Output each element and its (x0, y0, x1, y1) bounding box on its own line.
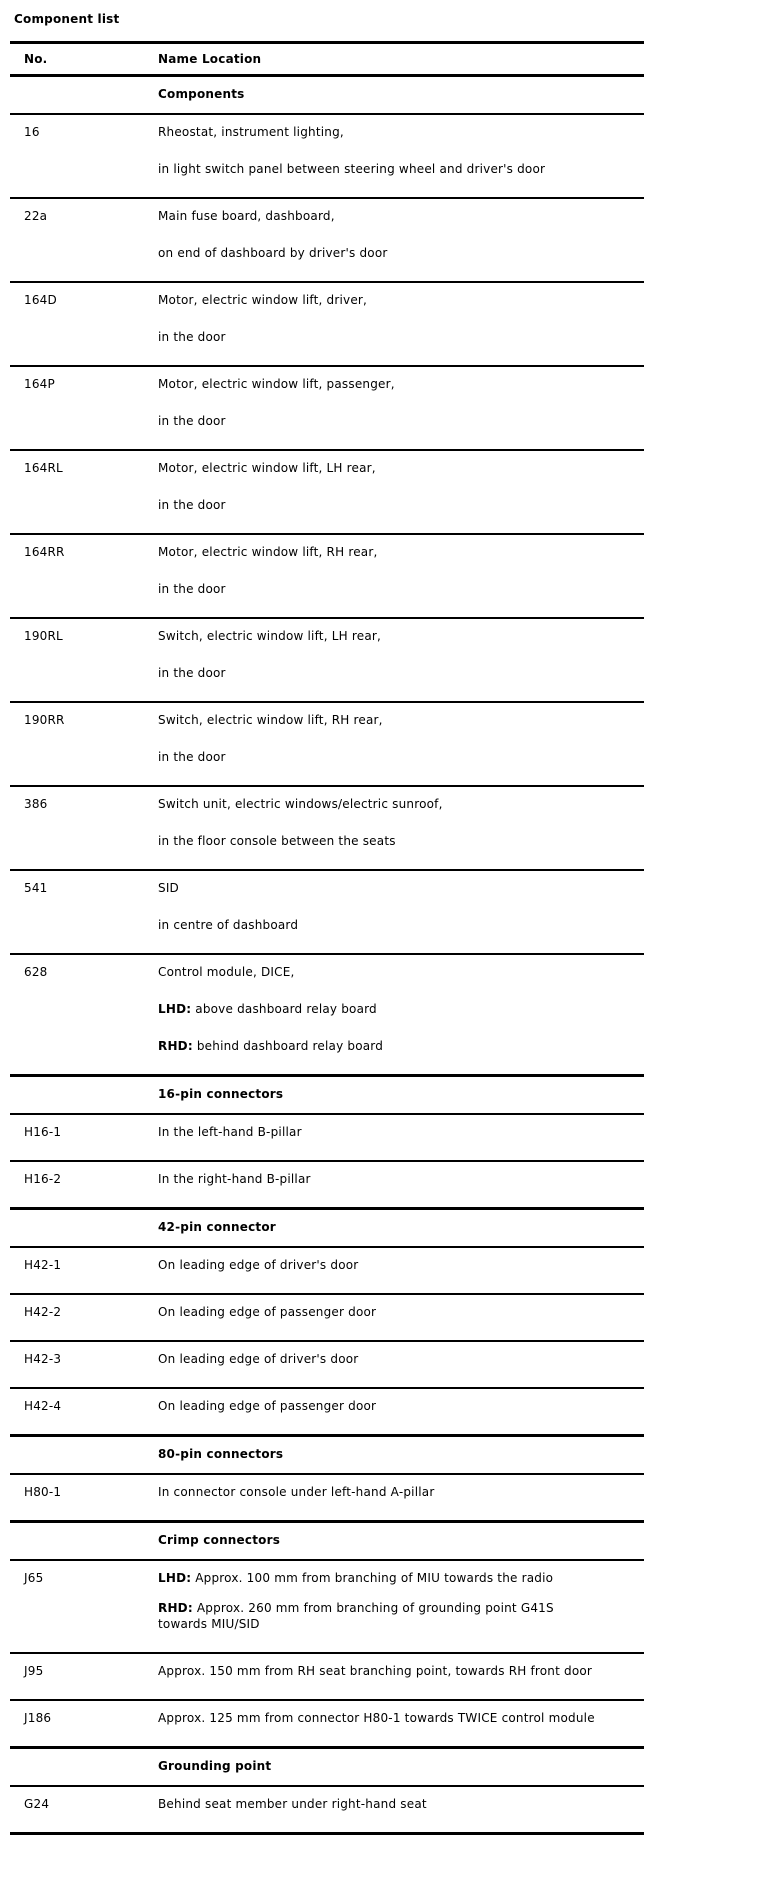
section-header-cell (158, 77, 644, 113)
location-line: Rheostat, instrument lighting, (158, 125, 344, 139)
section-header-label: 80-pin connectors (158, 1447, 284, 1461)
page-title: Component list (14, 12, 120, 26)
row-location-cell (158, 115, 644, 197)
location-line: Switch unit, electric windows/electric sunroof, (158, 797, 443, 811)
section-header-row (10, 1746, 644, 1785)
location-line: RHD: Approx. 260 mm from branching of grounding point G41S towards MIU/SID (158, 1601, 554, 1631)
lhd-rhd-prefix: RHD: (158, 1039, 193, 1053)
location-line: in the door (158, 330, 226, 344)
table-row (10, 701, 644, 785)
row-location-cell (158, 451, 644, 533)
location-line: on end of dashboard by driver's door (158, 246, 388, 260)
location-line: On leading edge of driver's door (158, 1352, 359, 1366)
row-number: 16 (24, 125, 40, 139)
location-line: in the door (158, 498, 226, 512)
section-header-empty-cell (10, 77, 158, 113)
location-line: On leading edge of driver's door (158, 1258, 359, 1272)
row-location-cell (158, 703, 644, 785)
table-row (10, 1473, 644, 1520)
location-line: In connector console under left-hand A-pillar (158, 1485, 435, 1499)
location-line: On leading edge of passenger door (158, 1305, 377, 1319)
location-line: LHD: above dashboard relay board (158, 1002, 377, 1016)
section-header-cell (158, 1523, 644, 1559)
table-row (10, 1293, 644, 1340)
component-table (10, 41, 644, 1835)
row-location-cell (158, 1654, 644, 1699)
row-number: H16-1 (24, 1125, 62, 1139)
row-number: 164P (24, 377, 55, 391)
row-number: J95 (24, 1664, 44, 1678)
column-header-no: No. (24, 52, 48, 66)
location-line: In the right-hand B-pillar (158, 1172, 311, 1186)
row-location-cell (158, 199, 644, 281)
table-row (10, 1652, 644, 1699)
section-header-row (10, 74, 644, 113)
row-location-cell (158, 1115, 644, 1160)
row-number-cell (10, 871, 158, 953)
location-line: Approx. 125 mm from connector H80-1 towards TWICE control module (158, 1711, 595, 1725)
table-row (10, 1387, 644, 1434)
row-location-cell (158, 1342, 644, 1387)
table-row (10, 449, 644, 533)
table-row (10, 113, 644, 197)
section-header-empty-cell (10, 1210, 158, 1246)
section-header-row (10, 1074, 644, 1113)
row-number: H42-1 (24, 1258, 62, 1272)
row-number: 164RL (24, 461, 63, 475)
row-number-cell (10, 367, 158, 449)
lhd-rhd-prefix: LHD: (158, 1002, 192, 1016)
row-number: 541 (24, 881, 48, 895)
row-number-cell (10, 1248, 158, 1293)
row-number-cell (10, 1561, 158, 1652)
section-header-label: 42-pin connector (158, 1220, 276, 1234)
table-row (10, 869, 644, 953)
row-number: H42-4 (24, 1399, 62, 1413)
row-location-cell (158, 787, 644, 869)
row-number-cell (10, 619, 158, 701)
row-number: 386 (24, 797, 48, 811)
row-number-cell (10, 1389, 158, 1434)
row-location-cell (158, 1389, 644, 1434)
section-header-row (10, 1207, 644, 1246)
location-line: Motor, electric window lift, RH rear, (158, 545, 378, 559)
location-line: in the door (158, 414, 226, 428)
table-row (10, 1699, 644, 1746)
row-location-cell (158, 283, 644, 365)
location-line: On leading edge of passenger door (158, 1399, 377, 1413)
row-number-cell (10, 535, 158, 617)
row-location-cell (158, 955, 644, 1074)
row-location-cell (158, 1561, 644, 1652)
section-header-empty-cell (10, 1523, 158, 1559)
row-number: J65 (24, 1571, 44, 1585)
row-location-cell (158, 1701, 644, 1746)
lhd-rhd-prefix: RHD: (158, 1601, 193, 1615)
row-number-cell (10, 703, 158, 785)
row-number: 628 (24, 965, 48, 979)
table-row (10, 953, 644, 1074)
location-line: in the door (158, 666, 226, 680)
section-header-label: Grounding point (158, 1759, 272, 1773)
location-line: In the left-hand B-pillar (158, 1125, 302, 1139)
location-line: in the door (158, 750, 226, 764)
section-header-label: Crimp connectors (158, 1533, 281, 1547)
section-header-cell (158, 1210, 644, 1246)
lhd-rhd-prefix: LHD: (158, 1571, 192, 1585)
row-location-cell (158, 1248, 644, 1293)
section-header-cell (158, 1437, 644, 1473)
section-header-row (10, 1434, 644, 1473)
section-header-row (10, 1520, 644, 1559)
section-header-empty-cell (10, 1077, 158, 1113)
location-line: Switch, electric window lift, LH rear, (158, 629, 382, 643)
table-row (10, 1340, 644, 1387)
location-line: in centre of dashboard (158, 918, 299, 932)
location-line: Approx. 150 mm from RH seat branching point, towards RH front door (158, 1664, 593, 1678)
row-number-cell (10, 1701, 158, 1746)
location-line: Motor, electric window lift, driver, (158, 293, 368, 307)
row-number: J186 (24, 1711, 52, 1725)
location-line: Behind seat member under right-hand seat (158, 1797, 427, 1811)
row-number: 22a (24, 209, 48, 223)
column-header-name-location: Name Location (158, 52, 262, 66)
location-line: in the door (158, 582, 226, 596)
row-number-cell (10, 283, 158, 365)
section-header-cell (158, 1077, 644, 1113)
table-row (10, 617, 644, 701)
row-number-cell (10, 1342, 158, 1387)
section-header-empty-cell (10, 1437, 158, 1473)
section-header-empty-cell (10, 1749, 158, 1785)
row-number: 190RR (24, 713, 65, 727)
table-header-row (10, 44, 644, 74)
location-line: in light switch panel between steering wheel and driver's door (158, 162, 546, 176)
table-row (10, 1113, 644, 1160)
row-location-cell (158, 367, 644, 449)
row-number-cell (10, 1654, 158, 1699)
table-row (10, 1559, 644, 1652)
row-number: 164D (24, 293, 57, 307)
component-table-body (10, 74, 644, 1832)
row-number-cell (10, 451, 158, 533)
section-header-cell (158, 1749, 644, 1785)
row-number: 190RL (24, 629, 63, 643)
table-row (10, 1246, 644, 1293)
row-number: G24 (24, 1797, 50, 1811)
section-header-label: 16-pin connectors (158, 1087, 284, 1101)
row-number-cell (10, 787, 158, 869)
location-line: Motor, electric window lift, passenger, (158, 377, 395, 391)
table-row (10, 1160, 644, 1207)
row-number-cell (10, 955, 158, 1074)
row-number-cell (10, 1295, 158, 1340)
row-location-cell (158, 1787, 644, 1832)
section-header-label: Components (158, 87, 245, 101)
row-number: H42-2 (24, 1305, 62, 1319)
row-location-cell (158, 1475, 644, 1520)
table-row (10, 785, 644, 869)
location-line: RHD: behind dashboard relay board (158, 1039, 384, 1053)
location-line: Motor, electric window lift, LH rear, (158, 461, 376, 475)
row-location-cell (158, 871, 644, 953)
row-location-cell (158, 619, 644, 701)
location-line: LHD: Approx. 100 mm from branching of MIU towards the radio (158, 1571, 554, 1585)
row-number: 164RR (24, 545, 65, 559)
table-row (10, 365, 644, 449)
row-number: H80-1 (24, 1485, 62, 1499)
row-number-cell (10, 1475, 158, 1520)
location-line: in the floor console between the seats (158, 834, 396, 848)
row-location-cell (158, 1162, 644, 1207)
row-number-cell (10, 199, 158, 281)
row-number-cell (10, 1115, 158, 1160)
row-number: H16-2 (24, 1172, 62, 1186)
row-number: H42-3 (24, 1352, 62, 1366)
table-row (10, 1785, 644, 1832)
row-number-cell (10, 1787, 158, 1832)
table-row (10, 197, 644, 281)
location-line: Main fuse board, dashboard, (158, 209, 335, 223)
row-location-cell (158, 1295, 644, 1340)
row-number-cell (10, 1162, 158, 1207)
location-line: Control module, DICE, (158, 965, 295, 979)
row-location-cell (158, 535, 644, 617)
location-line: Switch, electric window lift, RH rear, (158, 713, 383, 727)
row-number-cell (10, 115, 158, 197)
table-row (10, 281, 644, 365)
location-line: SID (158, 881, 179, 895)
table-row (10, 533, 644, 617)
